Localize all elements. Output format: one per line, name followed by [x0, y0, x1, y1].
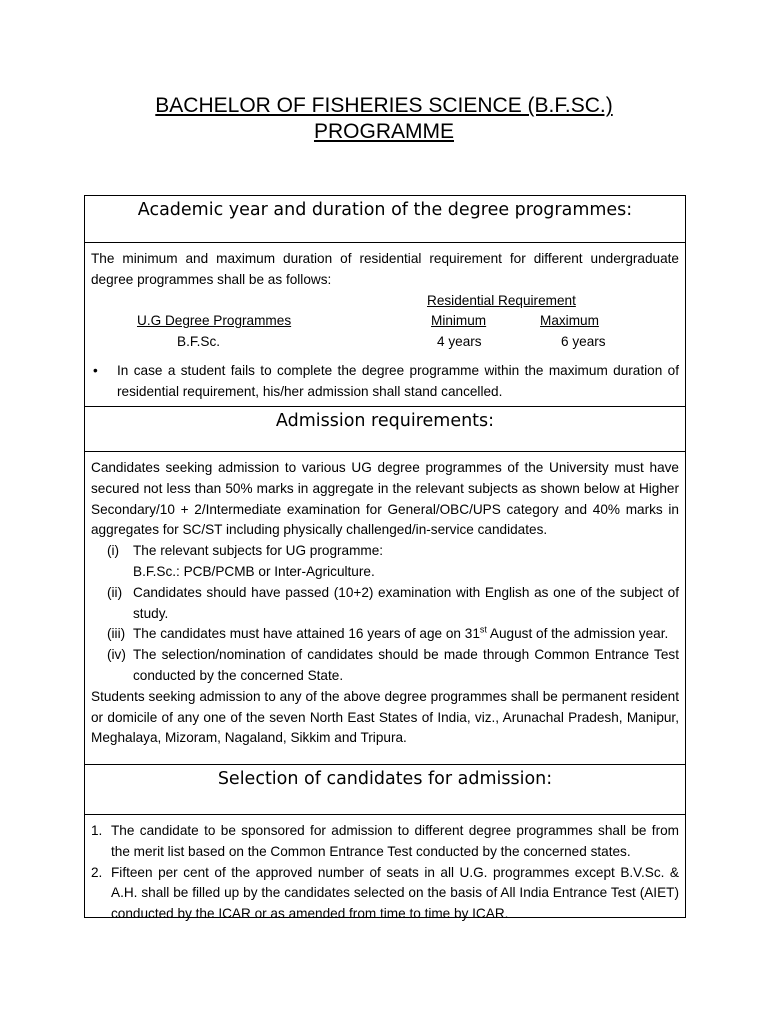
- duration-table-header: [91, 311, 679, 332]
- list-text: The relevant subjects for UG programme:: [133, 543, 384, 559]
- bullet-text: In case a student fails to complete the degree programme within the maximum duration of residential requirement, his/her admission shall stand cancelled.: [117, 362, 679, 399]
- list-text: Fifteen per cent of the approved number of seats in all U.G. programmes except B.V.Sc. & A.H. shall be filled up by the candidates selected on the basis of All India Entrance Test (AIET) conducted by the ICAR or as amended from time to time by ICAR.: [111, 864, 679, 922]
- list-text-part: The candidates must have attained 16 years of age on 31: [133, 626, 480, 642]
- section-heading-admission: [85, 407, 686, 452]
- residential-requirement-row: [91, 291, 679, 312]
- list-item: [91, 821, 679, 863]
- list-number: (i): [107, 543, 120, 559]
- col-programme: U.G Degree Programmes: [137, 313, 292, 329]
- col-minimum: Minimum: [431, 313, 487, 329]
- list-item: [91, 541, 679, 562]
- row-maximum: 6 years: [561, 334, 606, 350]
- list-number: (iii): [107, 626, 126, 642]
- heading-text: Selection of candidates for admission:: [217, 769, 553, 789]
- row-programme: B.F.Sc.: [177, 334, 221, 350]
- bullet-icon: •: [93, 362, 98, 378]
- section-body-duration: [85, 243, 686, 407]
- list-text: The selection/nomination of candidates should be made through Common Entrance Test conducted by the concerned State.: [133, 647, 679, 683]
- list-text: The candidate to be sponsored for admission to different degree programmes shall be from the merit list based on the Common Entrance Test conducted by the concerned states.: [111, 823, 679, 859]
- list-item: [91, 624, 679, 645]
- list-number: (ii): [107, 584, 123, 600]
- row-minimum: 4 years: [437, 334, 482, 350]
- section-heading-duration: [85, 196, 686, 243]
- admission-outro: Students seeking admission to any of the above degree programmes shall be permanent resident or domicile of any one of the seven North East States of India, viz., Arunachal Pradesh, Manipur, Meghalaya, Mizoram, Nagaland, Sikkim and Tripura.: [91, 688, 679, 746]
- superscript: st: [479, 624, 487, 635]
- residential-requirement-label: Residential Requirement: [427, 292, 576, 308]
- document-title: [0, 93, 768, 145]
- duration-table-row: [91, 332, 679, 353]
- list-item: [91, 645, 679, 687]
- list-item: [91, 863, 679, 925]
- title-line-2: PROGRAMME: [313, 120, 454, 143]
- section-body-admission: [85, 452, 686, 765]
- section-heading-selection: [85, 765, 686, 815]
- section-body-selection: [85, 815, 686, 922]
- list-item: [91, 583, 679, 625]
- list-text: [133, 624, 679, 645]
- list-text: Candidates should have passed (10+2) examination with English as one of the subject of study.: [133, 584, 679, 621]
- list-number: 1.: [91, 823, 103, 838]
- list-number: (iv): [107, 647, 126, 663]
- list-number: 2.: [91, 864, 103, 880]
- info-table: [84, 195, 686, 922]
- cancellation-bullet: [91, 361, 679, 403]
- heading-text: Academic year and duration of the degree programmes:: [137, 200, 633, 220]
- heading-text: Admission requirements:: [275, 411, 495, 431]
- title-line-1: BACHELOR OF FISHERIES SCIENCE (B.F.SC.): [155, 94, 613, 117]
- list-text-part: August of the admission year.: [486, 626, 669, 642]
- col-maximum: Maximum: [540, 313, 599, 329]
- duration-intro: The minimum and maximum duration of residential requirement for different undergraduate degree programmes shall be as follows:: [91, 251, 679, 287]
- admission-intro: Candidates seeking admission to various UG degree programmes of the University must have secured not less than 50% marks in aggregate in the relevant subjects as shown below at Higher Secondary/10 + 2/Intermediate examination for General/OBC/UPS category and 40% marks in aggregates for SC/ST including physically challenged/in-service candidates.: [91, 460, 679, 538]
- list-subitem: B.F.Sc.: PCB/PCMB or Inter-Agriculture.: [133, 563, 375, 579]
